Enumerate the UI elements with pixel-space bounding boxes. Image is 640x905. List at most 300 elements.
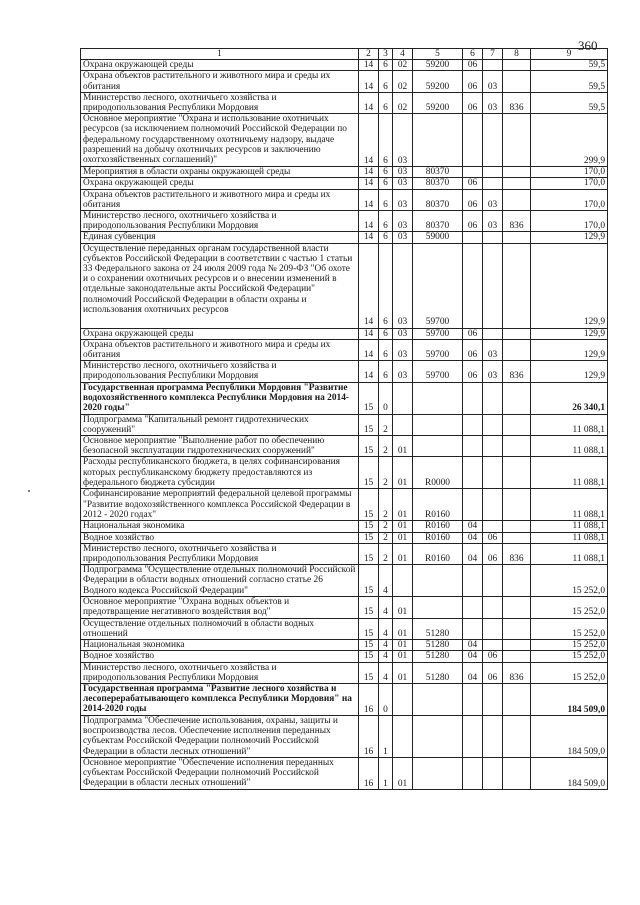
event-code-cell: 03 xyxy=(393,114,413,167)
subprogram-code-cell: 2 xyxy=(379,521,393,532)
table-row xyxy=(81,532,608,543)
amount-cell: 15 252,0 xyxy=(531,640,608,651)
section-code-cell: 04 xyxy=(463,651,483,662)
subprogram-code-cell: 2 xyxy=(379,543,393,564)
subprogram-code-cell: 6 xyxy=(379,243,393,328)
gp-code-cell: 15 xyxy=(359,436,379,457)
header-cell-6: 6 xyxy=(463,49,483,60)
subsection-code-cell: 06 xyxy=(483,532,503,543)
amount-cell: 59,5 xyxy=(531,92,608,113)
ministry-code-cell xyxy=(503,489,531,521)
table-row xyxy=(81,414,608,435)
ministry-code-cell xyxy=(503,382,531,414)
subprogram-code-cell: 0 xyxy=(379,382,393,414)
row-name-cell: Национальная экономика xyxy=(81,521,359,532)
section-code-cell xyxy=(463,436,483,457)
amount-cell: 26 340,1 xyxy=(531,382,608,414)
table-row xyxy=(81,167,608,178)
direction-code-cell xyxy=(413,114,463,167)
row-name-cell: Государственная программа Республики Мордовия "Развитие водохозяйственного комплекса Республики Мордовия на 2014-2020 годы" xyxy=(81,382,359,414)
table-row xyxy=(81,757,608,789)
section-code-cell xyxy=(463,683,483,715)
subprogram-code-cell: 4 xyxy=(379,618,393,639)
subsection-code-cell xyxy=(483,683,503,715)
gp-code-cell: 14 xyxy=(359,92,379,113)
page-number: 360 xyxy=(578,38,598,53)
subsection-code-cell xyxy=(483,489,503,521)
section-code-cell xyxy=(463,715,483,757)
subsection-code-cell: 06 xyxy=(483,543,503,564)
ministry-code-cell xyxy=(503,715,531,757)
subprogram-code-cell: 6 xyxy=(379,211,393,232)
amount-cell: 129,9 xyxy=(531,361,608,382)
subsection-code-cell xyxy=(483,178,503,189)
section-code-cell: 04 xyxy=(463,532,483,543)
section-code-cell: 06 xyxy=(463,328,483,339)
subsection-code-cell xyxy=(483,565,503,597)
budget-table xyxy=(80,48,608,790)
table-row xyxy=(81,565,608,597)
gp-code-cell: 15 xyxy=(359,618,379,639)
subsection-code-cell: 03 xyxy=(483,71,503,92)
direction-code-cell: 59000 xyxy=(413,232,463,243)
amount-cell: 11 088,1 xyxy=(531,543,608,564)
ministry-code-cell: 836 xyxy=(503,662,531,683)
subprogram-code-cell: 6 xyxy=(379,361,393,382)
section-code-cell xyxy=(463,243,483,328)
event-code-cell: 02 xyxy=(393,92,413,113)
amount-cell: 15 252,0 xyxy=(531,618,608,639)
table-row xyxy=(81,243,608,328)
row-name-cell: Охрана окружающей среды xyxy=(81,178,359,189)
direction-code-cell: 80370 xyxy=(413,167,463,178)
subsection-code-cell xyxy=(483,114,503,167)
direction-code-cell: 59200 xyxy=(413,71,463,92)
ministry-code-cell xyxy=(503,71,531,92)
table-row xyxy=(81,211,608,232)
ministry-code-cell: 836 xyxy=(503,92,531,113)
gp-code-cell: 15 xyxy=(359,662,379,683)
section-code-cell xyxy=(463,167,483,178)
table-row xyxy=(81,597,608,618)
row-name-cell: Основное мероприятие "Охрана водных объектов и предотвращение негативного воздействия вод" xyxy=(81,597,359,618)
subsection-code-cell: 06 xyxy=(483,662,503,683)
gp-code-cell: 15 xyxy=(359,521,379,532)
table-row xyxy=(81,543,608,564)
event-code-cell: 01 xyxy=(393,457,413,489)
header-cell-9: 9 xyxy=(531,49,608,60)
subprogram-code-cell: 6 xyxy=(379,71,393,92)
subprogram-code-cell: 1 xyxy=(379,715,393,757)
amount-cell: 15 252,0 xyxy=(531,662,608,683)
event-code-cell: 01 xyxy=(393,521,413,532)
row-name-cell: Основное мероприятие "Обеспечение исполнения переданных субъектам Российской Федерации полномочий Российской Федерации в области лесных отношений" xyxy=(81,757,359,789)
table-row xyxy=(81,189,608,210)
row-name-cell: Министерство лесного, охотничьего хозяйства и природопользования Республики Мордовия xyxy=(81,92,359,113)
amount-cell: 170,0 xyxy=(531,167,608,178)
row-name-cell: Министерство лесного, охотничьего хозяйства и природопользования Республики Мордовия xyxy=(81,543,359,564)
section-code-cell: 04 xyxy=(463,662,483,683)
ministry-code-cell xyxy=(503,618,531,639)
subprogram-code-cell: 0 xyxy=(379,683,393,715)
subsection-code-cell: 03 xyxy=(483,339,503,360)
direction-code-cell xyxy=(413,683,463,715)
event-code-cell: 01 xyxy=(393,662,413,683)
row-name-cell: Министерство лесного, охотничьего хозяйства и природопользования Республики Мордовия xyxy=(81,211,359,232)
table-row xyxy=(81,683,608,715)
ministry-code-cell xyxy=(503,232,531,243)
row-name-cell: Национальная экономика xyxy=(81,640,359,651)
subprogram-code-cell: 6 xyxy=(379,167,393,178)
row-name-cell: Водное хозяйство xyxy=(81,651,359,662)
amount-cell: 11 088,1 xyxy=(531,436,608,457)
row-name-cell: Осуществление отдельных полномочий в области водных отношений xyxy=(81,618,359,639)
subprogram-code-cell: 6 xyxy=(379,339,393,360)
section-code-cell: 06 xyxy=(463,361,483,382)
amount-cell: 15 252,0 xyxy=(531,597,608,618)
amount-cell: 184 509,0 xyxy=(531,757,608,789)
event-code-cell: 03 xyxy=(393,211,413,232)
section-code-cell xyxy=(463,618,483,639)
table-row xyxy=(81,328,608,339)
row-name-cell: Охрана объектов растительного и животного мира и среды их обитания xyxy=(81,189,359,210)
amount-cell: 59,5 xyxy=(531,60,608,71)
row-name-cell: Основное мероприятие "Охрана и использование охотничьих ресурсов (за исключением полномочий Российской Федерации по федеральному государственному охотничьему надзору, выдаче разрешений на добычу охотничьих ресурсов и заключению охотхозяйственных соглашений)" xyxy=(81,114,359,167)
row-name-cell: Охрана окружающей среды xyxy=(81,328,359,339)
amount-cell: 11 088,1 xyxy=(531,489,608,521)
ministry-code-cell xyxy=(503,565,531,597)
event-code-cell: 03 xyxy=(393,178,413,189)
event-code-cell: 01 xyxy=(393,597,413,618)
ministry-code-cell xyxy=(503,597,531,618)
event-code-cell: 01 xyxy=(393,640,413,651)
direction-code-cell: 51280 xyxy=(413,651,463,662)
row-name-cell: Подпрограмма "Обеспечение использования, охраны, защиты и воспроизводства лесов. Обеспечение исполнения переданных субъектам Российской Федерации полномочий Российской Федерации в области лесных отношений" xyxy=(81,715,359,757)
section-code-cell xyxy=(463,565,483,597)
direction-code-cell: 59700 xyxy=(413,339,463,360)
subsection-code-cell: 06 xyxy=(483,651,503,662)
subprogram-code-cell: 4 xyxy=(379,640,393,651)
event-code-cell xyxy=(393,565,413,597)
gp-code-cell: 15 xyxy=(359,532,379,543)
subsection-code-cell xyxy=(483,243,503,328)
ministry-code-cell: 836 xyxy=(503,361,531,382)
subprogram-code-cell: 2 xyxy=(379,489,393,521)
direction-code-cell: 59700 xyxy=(413,243,463,328)
event-code-cell: 03 xyxy=(393,232,413,243)
gp-code-cell: 14 xyxy=(359,60,379,71)
section-code-cell xyxy=(463,757,483,789)
header-cell-2: 2 xyxy=(359,49,379,60)
direction-code-cell: 80370 xyxy=(413,211,463,232)
section-code-cell: 04 xyxy=(463,543,483,564)
row-name-cell: Охрана объектов растительного и животного мира и среды их обитания xyxy=(81,339,359,360)
header-row xyxy=(81,49,608,60)
table-row xyxy=(81,361,608,382)
amount-cell: 11 088,1 xyxy=(531,532,608,543)
row-name-cell: Подпрограмма "Осуществление отдельных полномочий Российской Федерации в области водных отношений согласно статье 26 Водного кодекса Российской Федерации" xyxy=(81,565,359,597)
event-code-cell: 02 xyxy=(393,60,413,71)
event-code-cell: 03 xyxy=(393,243,413,328)
subprogram-code-cell: 6 xyxy=(379,232,393,243)
table-row xyxy=(81,178,608,189)
amount-cell: 11 088,1 xyxy=(531,521,608,532)
subsection-code-cell xyxy=(483,521,503,532)
section-code-cell: 06 xyxy=(463,189,483,210)
header-cell-4: 4 xyxy=(393,49,413,60)
section-code-cell: 06 xyxy=(463,71,483,92)
direction-code-cell: 80370 xyxy=(413,178,463,189)
row-name-cell: Государственная программа "Развитие лесного хозяйства и лесоперерабатывающего комплекса Республики Мордовия" на 2014-2020 годы xyxy=(81,683,359,715)
subprogram-code-cell: 4 xyxy=(379,565,393,597)
gp-code-cell: 14 xyxy=(359,114,379,167)
gp-code-cell: 14 xyxy=(359,189,379,210)
subprogram-code-cell: 4 xyxy=(379,597,393,618)
amount-cell: 184 509,0 xyxy=(531,715,608,757)
direction-code-cell: 59200 xyxy=(413,60,463,71)
table-row xyxy=(81,651,608,662)
subprogram-code-cell: 2 xyxy=(379,414,393,435)
subprogram-code-cell: 6 xyxy=(379,328,393,339)
row-name-cell: Министерство лесного, охотничьего хозяйства и природопользования Республики Мордовия xyxy=(81,662,359,683)
gp-code-cell: 15 xyxy=(359,382,379,414)
table-row xyxy=(81,715,608,757)
amount-cell: 129,9 xyxy=(531,339,608,360)
ministry-code-cell xyxy=(503,757,531,789)
amount-cell: 11 088,1 xyxy=(531,414,608,435)
direction-code-cell: R0160 xyxy=(413,532,463,543)
subprogram-code-cell: 2 xyxy=(379,532,393,543)
subsection-code-cell xyxy=(483,597,503,618)
subsection-code-cell xyxy=(483,436,503,457)
row-name-cell: Осуществление переданных органам государственной власти субъектов Российской Федерации в соответствии с частью 1 статьи 33 Федерального закона от 24 июля 2009 года № 209-ФЗ "Об охоте и о сохранении охотничьих ресурсов и о внесении изменений в отдельные законодательные акты Российской Федерации" полномочий Российской Федерации в области охраны и использования охотничьих ресурсов xyxy=(81,243,359,328)
event-code-cell: 01 xyxy=(393,489,413,521)
subsection-code-cell xyxy=(483,328,503,339)
amount-cell: 170,0 xyxy=(531,189,608,210)
ministry-code-cell xyxy=(503,683,531,715)
gp-code-cell: 14 xyxy=(359,361,379,382)
ministry-code-cell xyxy=(503,167,531,178)
subprogram-code-cell: 2 xyxy=(379,457,393,489)
table-row xyxy=(81,618,608,639)
ministry-code-cell xyxy=(503,521,531,532)
amount-cell: 184 509,0 xyxy=(531,683,608,715)
subprogram-code-cell: 2 xyxy=(379,436,393,457)
section-code-cell xyxy=(463,114,483,167)
subsection-code-cell xyxy=(483,60,503,71)
ministry-code-cell xyxy=(503,414,531,435)
gp-code-cell: 14 xyxy=(359,211,379,232)
row-name-cell: Подпрограмма "Капитальный ремонт гидротехнических сооружений" xyxy=(81,414,359,435)
header-cell-7: 7 xyxy=(483,49,503,60)
gp-code-cell: 16 xyxy=(359,757,379,789)
gp-code-cell: 14 xyxy=(359,243,379,328)
event-code-cell: 01 xyxy=(393,618,413,639)
ministry-code-cell xyxy=(503,178,531,189)
row-name-cell: Министерство лесного, охотничьего хозяйства и природопользования Республики Мордовия xyxy=(81,361,359,382)
table-row xyxy=(81,114,608,167)
event-code-cell: 03 xyxy=(393,328,413,339)
amount-cell: 15 252,0 xyxy=(531,651,608,662)
direction-code-cell: 59200 xyxy=(413,92,463,113)
event-code-cell xyxy=(393,683,413,715)
table-row xyxy=(81,662,608,683)
table-body xyxy=(81,49,608,790)
amount-cell: 129,9 xyxy=(531,243,608,328)
gp-code-cell: 15 xyxy=(359,597,379,618)
table-row xyxy=(81,92,608,113)
gp-code-cell: 16 xyxy=(359,715,379,757)
ministry-code-cell: 836 xyxy=(503,543,531,564)
direction-code-cell: 51280 xyxy=(413,640,463,651)
gp-code-cell: 16 xyxy=(359,683,379,715)
section-code-cell: 04 xyxy=(463,521,483,532)
event-code-cell xyxy=(393,382,413,414)
subsection-code-cell xyxy=(483,618,503,639)
subprogram-code-cell: 6 xyxy=(379,189,393,210)
gp-code-cell: 15 xyxy=(359,565,379,597)
direction-code-cell xyxy=(413,715,463,757)
subprogram-code-cell: 1 xyxy=(379,757,393,789)
row-name-cell: Расходы республиканского бюджета, в целях софинансирования которых республиканскому бюджету предоставляются из федерального бюджета субсидии xyxy=(81,457,359,489)
event-code-cell: 01 xyxy=(393,757,413,789)
direction-code-cell: R0160 xyxy=(413,543,463,564)
direction-code-cell: R0160 xyxy=(413,521,463,532)
event-code-cell: 03 xyxy=(393,167,413,178)
table-row xyxy=(81,640,608,651)
section-code-cell xyxy=(463,457,483,489)
header-cell-1: 1 xyxy=(81,49,359,60)
subsection-code-cell xyxy=(483,414,503,435)
subsection-code-cell xyxy=(483,382,503,414)
table-row xyxy=(81,232,608,243)
ministry-code-cell xyxy=(503,436,531,457)
direction-code-cell: R0000 xyxy=(413,457,463,489)
amount-cell: 170,0 xyxy=(531,178,608,189)
table-row xyxy=(81,521,608,532)
subsection-code-cell: 03 xyxy=(483,92,503,113)
subsection-code-cell xyxy=(483,757,503,789)
subsection-code-cell: 03 xyxy=(483,211,503,232)
row-name-cell: Основное мероприятие "Выполнение работ по обеспечению безопасной эксплуатации гидротехнических сооружений" xyxy=(81,436,359,457)
gp-code-cell: 15 xyxy=(359,489,379,521)
amount-cell: 299,9 xyxy=(531,114,608,167)
gp-code-cell: 14 xyxy=(359,71,379,92)
gp-code-cell: 15 xyxy=(359,457,379,489)
subsection-code-cell: 03 xyxy=(483,189,503,210)
table-row xyxy=(81,382,608,414)
subsection-code-cell xyxy=(483,457,503,489)
ministry-code-cell xyxy=(503,114,531,167)
row-name-cell: Охрана окружающей среды xyxy=(81,60,359,71)
gp-code-cell: 14 xyxy=(359,178,379,189)
section-code-cell xyxy=(463,597,483,618)
ministry-code-cell xyxy=(503,189,531,210)
ministry-code-cell xyxy=(503,243,531,328)
event-code-cell: 02 xyxy=(393,71,413,92)
section-code-cell xyxy=(463,414,483,435)
subsection-code-cell xyxy=(483,232,503,243)
subprogram-code-cell: 4 xyxy=(379,651,393,662)
ministry-code-cell xyxy=(503,532,531,543)
table-row xyxy=(81,339,608,360)
amount-cell: 15 252,0 xyxy=(531,565,608,597)
event-code-cell: 01 xyxy=(393,436,413,457)
direction-code-cell xyxy=(413,565,463,597)
direction-code-cell: 80370 xyxy=(413,189,463,210)
row-name-cell: Единая субвенция xyxy=(81,232,359,243)
header-cell-8: 8 xyxy=(503,49,531,60)
row-name-cell: Мероприятия в области охраны окружающей среды xyxy=(81,167,359,178)
amount-cell: 59,5 xyxy=(531,71,608,92)
event-code-cell: 03 xyxy=(393,339,413,360)
header-cell-3: 3 xyxy=(379,49,393,60)
section-code-cell xyxy=(463,382,483,414)
section-code-cell: 06 xyxy=(463,211,483,232)
ministry-code-cell xyxy=(503,339,531,360)
gp-code-cell: 15 xyxy=(359,651,379,662)
subsection-code-cell xyxy=(483,715,503,757)
ministry-code-cell xyxy=(503,640,531,651)
ministry-code-cell xyxy=(503,457,531,489)
gp-code-cell: 15 xyxy=(359,640,379,651)
ministry-code-cell xyxy=(503,328,531,339)
subsection-code-cell xyxy=(483,167,503,178)
table-row xyxy=(81,489,608,521)
subsection-code-cell: 03 xyxy=(483,361,503,382)
section-code-cell: 04 xyxy=(463,640,483,651)
section-code-cell: 06 xyxy=(463,339,483,360)
subprogram-code-cell: 6 xyxy=(379,60,393,71)
subprogram-code-cell: 6 xyxy=(379,114,393,167)
direction-code-cell xyxy=(413,597,463,618)
event-code-cell: 01 xyxy=(393,543,413,564)
subsection-code-cell xyxy=(483,640,503,651)
row-name-cell: Софинансирование мероприятий федеральной целевой программы "Развитие водохозяйственного комплекса Российской Федерации в 2012 - 2020 годах" xyxy=(81,489,359,521)
gp-code-cell: 14 xyxy=(359,232,379,243)
table-row xyxy=(81,436,608,457)
gp-code-cell: 14 xyxy=(359,328,379,339)
event-code-cell: 03 xyxy=(393,361,413,382)
row-name-cell: Водное хозяйство xyxy=(81,532,359,543)
direction-code-cell: R0160 xyxy=(413,489,463,521)
section-code-cell xyxy=(463,232,483,243)
direction-code-cell xyxy=(413,414,463,435)
amount-cell: 129,9 xyxy=(531,328,608,339)
table-row xyxy=(81,60,608,71)
ministry-code-cell: 836 xyxy=(503,211,531,232)
table-row xyxy=(81,71,608,92)
row-name-cell: Охрана объектов растительного и животного мира и среды их обитания xyxy=(81,71,359,92)
section-code-cell xyxy=(463,489,483,521)
section-code-cell: 06 xyxy=(463,92,483,113)
ministry-code-cell xyxy=(503,60,531,71)
gp-code-cell: 15 xyxy=(359,414,379,435)
amount-cell: 170,0 xyxy=(531,211,608,232)
event-code-cell: 03 xyxy=(393,189,413,210)
ministry-code-cell xyxy=(503,651,531,662)
scan-speck xyxy=(28,490,30,492)
event-code-cell xyxy=(393,715,413,757)
direction-code-cell: 59700 xyxy=(413,361,463,382)
direction-code-cell: 59700 xyxy=(413,328,463,339)
subprogram-code-cell: 4 xyxy=(379,662,393,683)
table-row xyxy=(81,457,608,489)
direction-code-cell xyxy=(413,382,463,414)
gp-code-cell: 15 xyxy=(359,543,379,564)
header-cell-5: 5 xyxy=(413,49,463,60)
event-code-cell: 01 xyxy=(393,532,413,543)
